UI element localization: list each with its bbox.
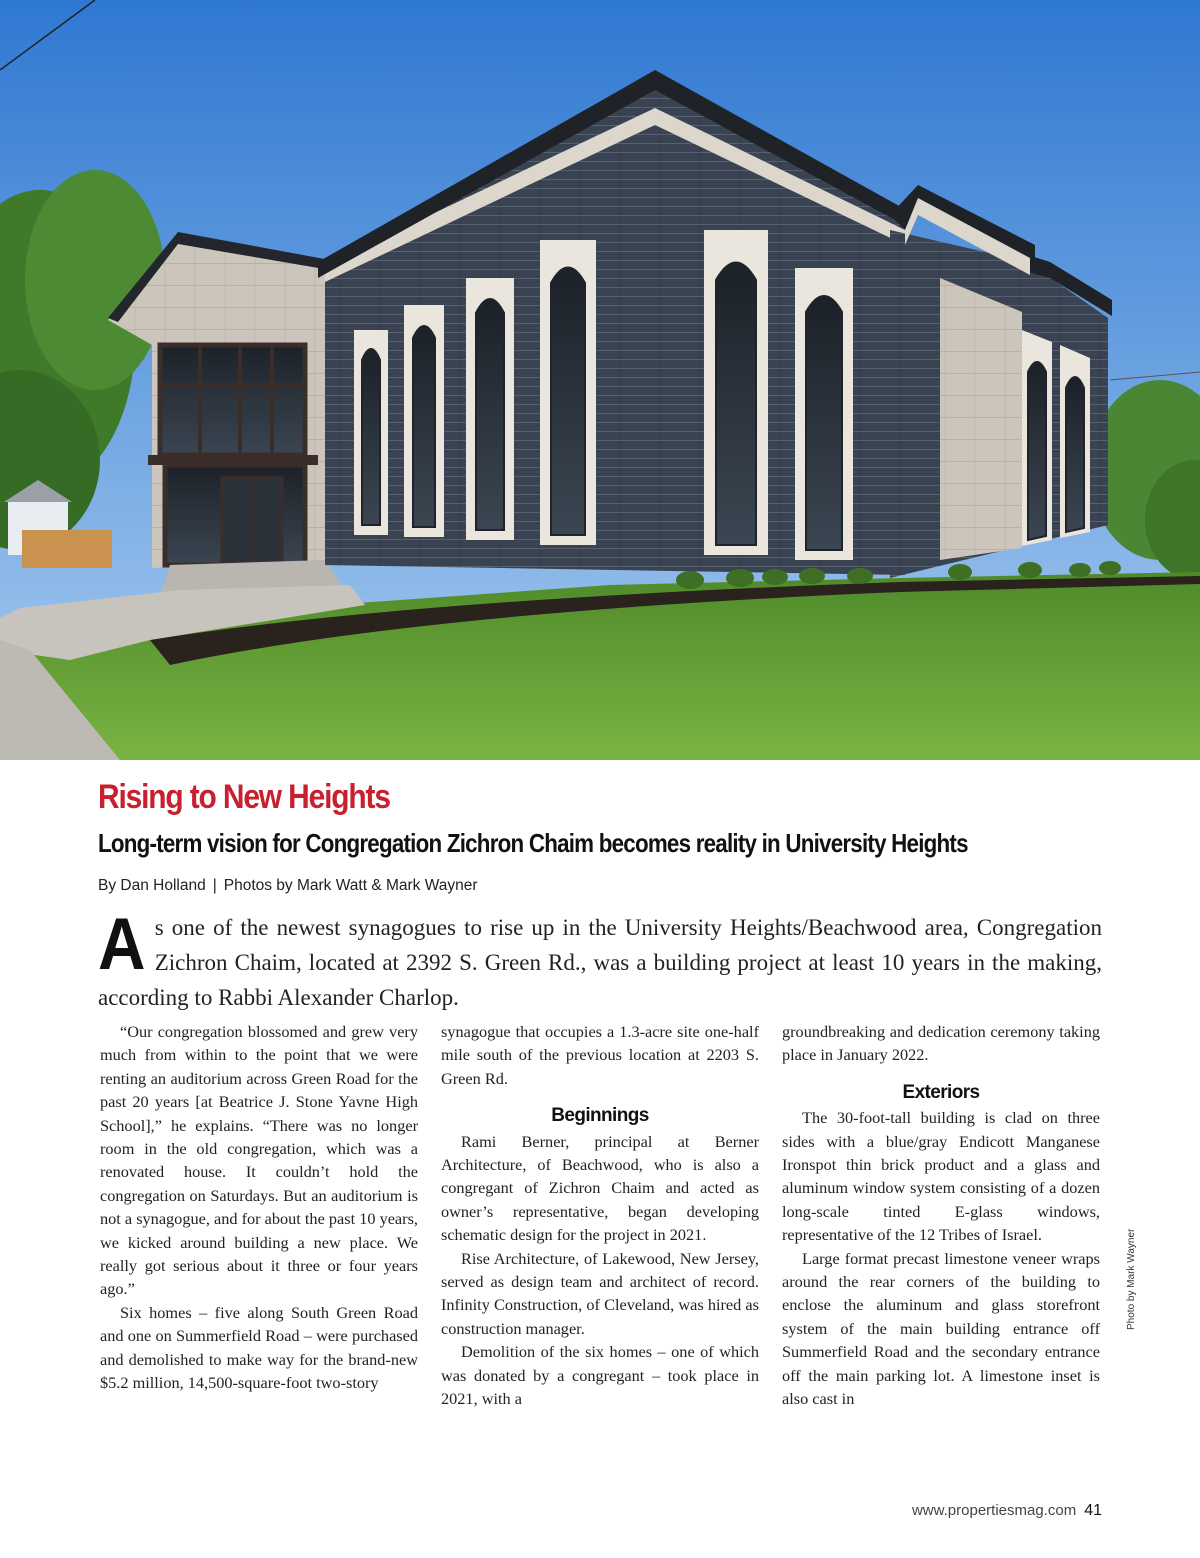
byline-photos: Photos by Mark Watt & Mark Wayner (223, 877, 478, 894)
section-heading-exteriors: Exteriors (902, 1081, 980, 1103)
paragraph: “Our congregation blossomed and grew very much from within to the point that we were renting an auditorium across Green Road for the past 20 years [at Beatrice J. Stone Yavne High School],” he explains. “There was no longer room in the old congregation, which was a renovated house. It couldn’t hold the congregation on Saturdays. But an auditorium is not a synagogue, and for about the past 10 years, we kicked around building a new place. We really got serious about it three or four years ago.” (100, 1022, 418, 1299)
intro-text: s one of the newest synagogues to rise up in the University Heights/Beachwood area, Congregation Zichron Chaim, located at 2392 S. Green Rd., was a building project at least 10 years in the making, according to Rabbi Alexander Charlop. (98, 915, 1102, 1010)
byline-author: By Dan Holland (98, 877, 206, 894)
synagogue-building-photo (0, 0, 1200, 760)
byline-separator: | (212, 877, 217, 894)
column-3 (782, 1020, 1100, 1411)
page-number: 41 (1084, 1502, 1102, 1519)
photo-credit: Photo by Mark Wayner (1126, 1228, 1137, 1330)
footer-website-link[interactable]: www.propertiesmag.com (911, 1502, 1077, 1519)
intro-paragraph (98, 904, 1102, 1015)
section-heading-beginnings: Beginnings (551, 1105, 649, 1127)
paragraph: Rise Architecture, of Lakewood, New Jersey, served as design team and architect of record. Infinity Construction, of Cleveland, was hired as construction manager. (441, 1248, 759, 1338)
drop-cap: A (98, 904, 146, 985)
paragraph-continued: groundbreaking and dedication ceremony taking place in January 2022. (782, 1022, 1100, 1065)
paragraph: The 30-foot-tall building is clad on three sides with a blue/gray Endicott Manganese Ironspot thin brick product and a glass and aluminum window system consisting of a dozen long-scale tinted E-glass windows, representative of the 12 Tribes of Israel. (782, 1108, 1100, 1245)
paragraph: Six homes – five along South Green Road and one on Summerfield Road – were purchased and demolished to make way for the brand-new $5.2 million, 14,500-square-foot two-story (100, 1302, 418, 1393)
paragraph-continued: synagogue that occupies a 1.3-acre site one-half mile south of the previous location at 2203 S. Green Rd. (441, 1022, 759, 1088)
paragraph: Rami Berner, principal at Berner Architecture, of Beachwood, who is also a congregant of Zichron Chaim and acted as owner’s representative, began developing schematic design for the project in 2021. (441, 1131, 759, 1245)
article-headline: Rising to New Heights (98, 778, 390, 816)
article-subheadline: Long-term vision for Congregation Zichron Chaim becomes reality in University Heights (98, 828, 968, 858)
column-2 (441, 1020, 759, 1411)
paragraph: Large format precast limestone veneer wraps around the rear corners of the building to enclose the aluminum and glass storefront system of the main building entrance off Summerfield Road and the secondary entrance off the main parking lot. A limestone inset is also cast in (782, 1248, 1100, 1409)
paragraph: Demolition of the six homes – one of which was donated by a congregant – took place in 2021, with a (441, 1342, 759, 1409)
column-1 (100, 1020, 418, 1395)
byline (98, 877, 478, 895)
page-footer (912, 1502, 1102, 1520)
hero-photo (0, 0, 1200, 760)
